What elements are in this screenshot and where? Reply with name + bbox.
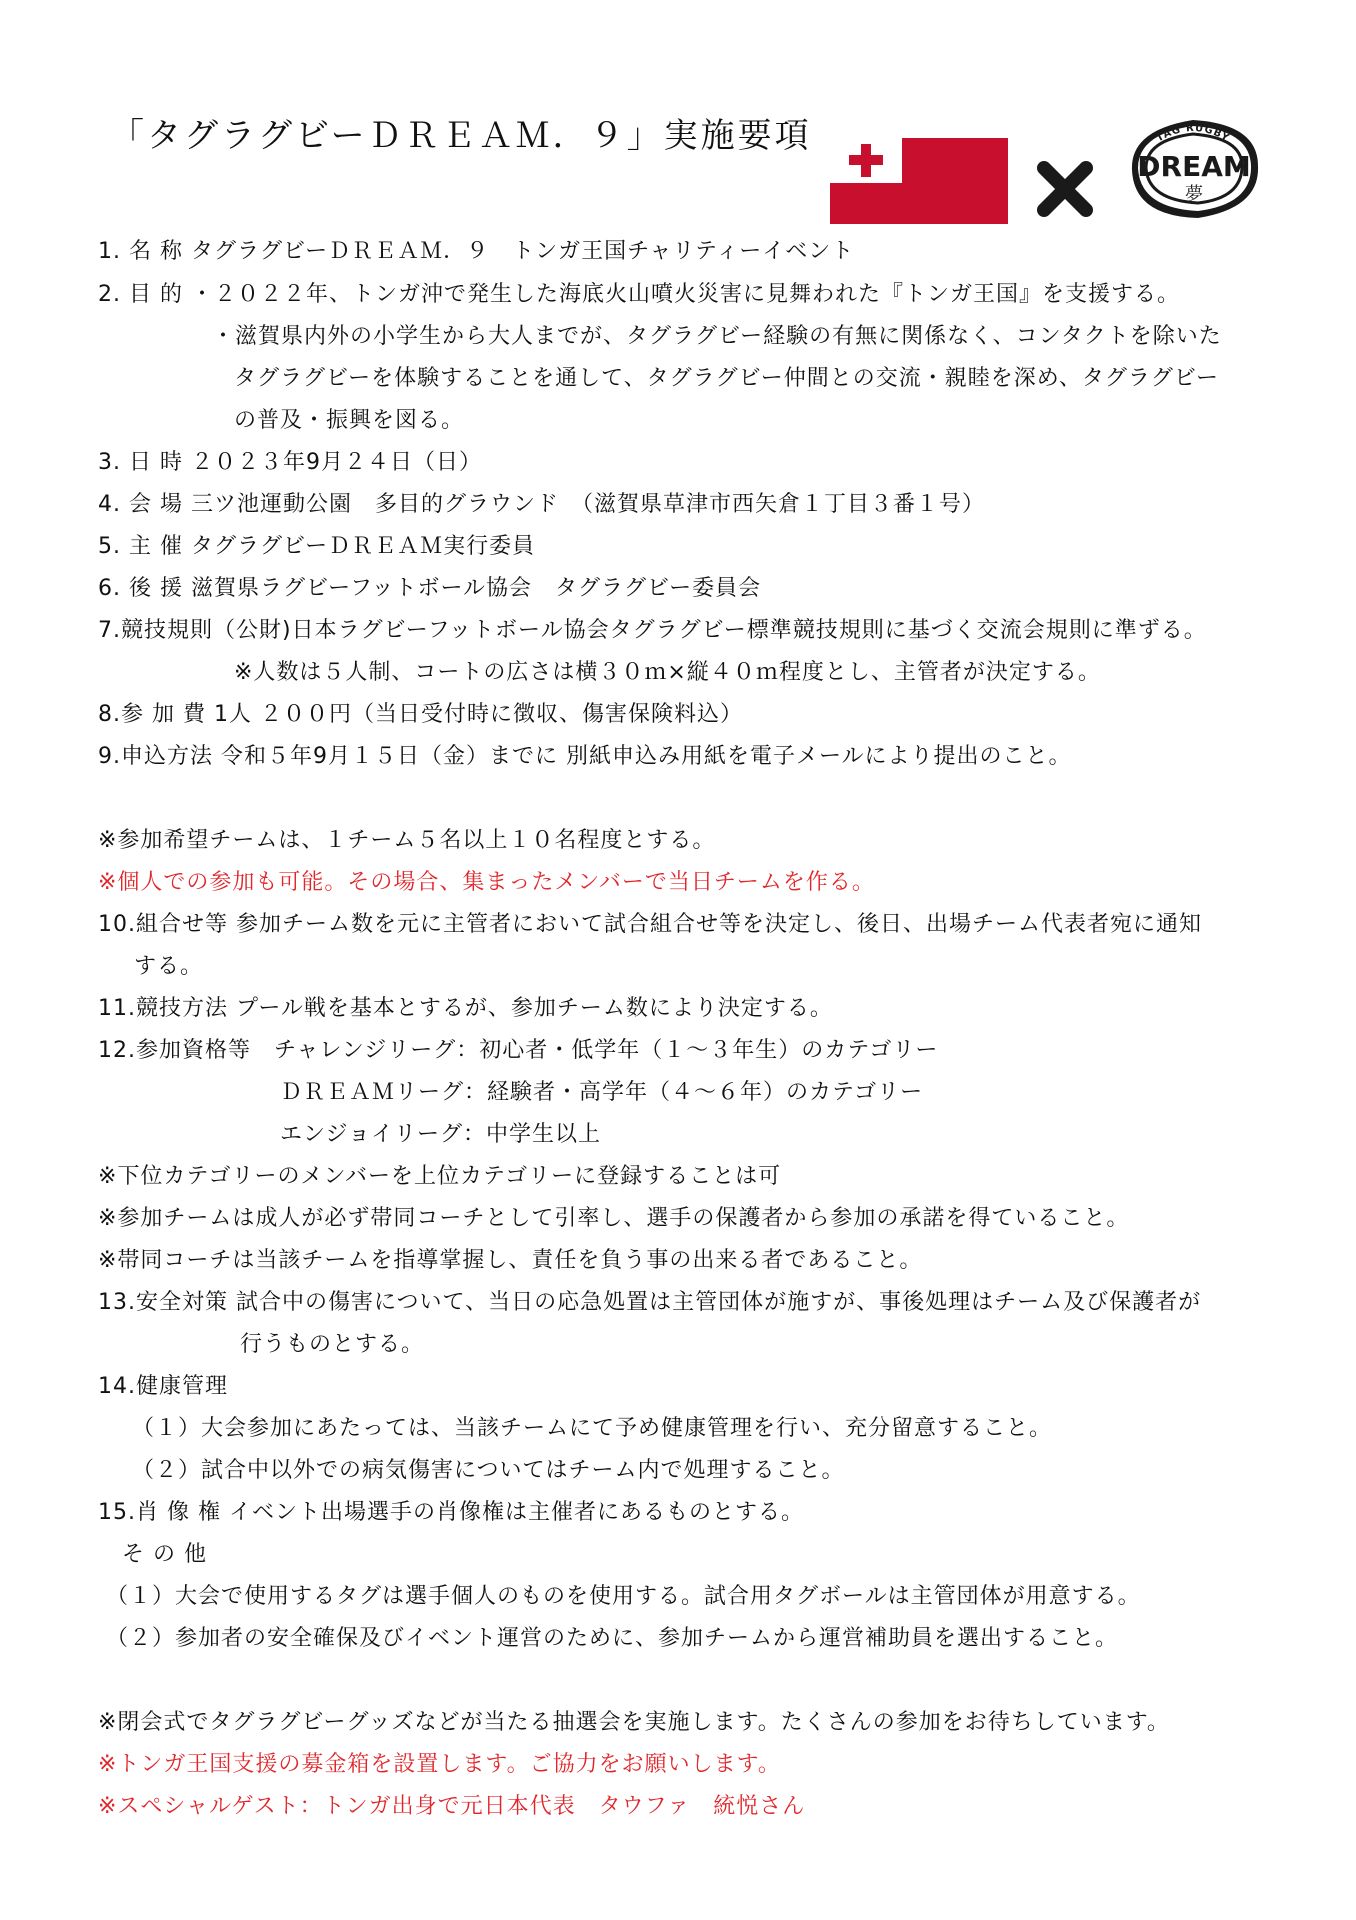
note-donation-box: ※トンガ王国支援の募金箱を設置します。ご協力をお願いします。 [98,1752,781,1777]
item-15-portrait-rights: 15.肖 像 権 イベント出場選手の肖像権は主催者にあるものとする。 [98,1500,804,1525]
item-2-purpose-line-2: ・滋賀県内外の小学生から大人までが、タグラグビー経験の有無に関係なく、コンタクトを除いた [212,324,1222,349]
item-1-name: 1. 名 称 タグラグビーＤＲＥＡＭ．９ トンガ王国チャリティーイベント [98,239,855,264]
item-3-datetime: 3. 日 時 ２０２３年9月２４日（日） [98,450,482,475]
item-6-support: 6. 後 援 滋賀県ラグビーフットボール協会 タグラグビー委員会 [98,576,762,601]
other-item-1: （１）大会で使用するタグは選手個人のものを使用する。試合用タグボールは主管団体が用意する。 [106,1584,1141,1609]
flag-cross-horizontal [849,155,883,165]
item-14-health-1: （１）大会参加にあたっては、当該チームにて予め健康管理を行い、充分留意すること。 [132,1416,1053,1441]
times-icon [1036,160,1094,218]
item-7-rules: 7.競技規則（公財)日本ラグビーフットボール協会タグラグビー標準競技規則に基づく交流会規則に準ずる。 [98,618,1207,643]
item-8-fee: 8.参 加 費 1人 ２００円（当日受付時に徴収、傷害保険料込） [98,702,743,727]
note-team-size: ※参加希望チームは、１チーム５名以上１０名程度とする。 [98,828,716,853]
logo-kanji: 夢 [1185,184,1203,205]
other-item-2: （２）参加者の安全確保及びイベント運営のために、参加チームから運営補助員を選出すること。 [106,1626,1119,1651]
note-individual-entry: ※個人での参加も可能。その場合、集まったメンバーで当日チームを作る。 [98,870,875,895]
item-4-venue: 4. 会 場 三ツ池運動公園 多目的グラウンド （滋賀県草津市西矢倉１丁目３番１号） [98,492,985,517]
item-13-safety-line-2: 行うものとする。 [240,1332,425,1357]
note-coach-responsibility: ※帯同コーチは当該チームを指導掌握し、責任を負う事の出来る者であること。 [98,1248,923,1273]
item-2-purpose-line-3: タグラグビーを体験することを通して、タグラグビー仲間との交流・親睦を深め、タグラグビー [234,366,1220,391]
item-2-purpose: 2. 目 的 ・２０２２年、トンガ沖で発生した海底火山噴火災害に見舞われた『トンガ王国』を支援する。 [98,282,1180,307]
note-special-guest: ※スペシャルゲスト：トンガ出身で元日本代表 タウファ 統悦さん [98,1794,806,1819]
item-11-format: 11.競技方法 プール戦を基本とするが、参加チーム数により決定する。 [98,996,833,1021]
note-coach-required: ※参加チームは成人が必ず帯同コーチとして引率し、選手の保護者から参加の承諾を得ていること。 [98,1206,1130,1231]
logo-arc-text: TAG RUGBY [1154,122,1232,145]
item-10-pairing: 10.組合せ等 参加チーム数を元に主管者において試合組合せ等を決定し、後日、出場チーム代表者宛に通知 [98,912,1202,937]
item-13-safety: 13.安全対策 試合中の傷害について、当日の応急処置は主管団体が施すが、事後処理はチーム及び保護者が [98,1290,1202,1315]
dream-logo [1118,108,1268,228]
item-12-enjoy-league: エンジョイリーグ：中学生以上 [280,1122,602,1147]
note-lottery: ※閉会式でタグラグビーグッズなどが当たる抽選会を実施します。たくさんの参加をお待ちしています。 [98,1710,1170,1735]
page-title: 「タグラグビーＤＲＥＡＭ．９」実施要項 [110,116,812,156]
item-9-application: 9.申込方法 令和５年9月１５日（金）までに 別紙申込み用紙を電子メールにより提出のこと。 [98,744,1072,769]
item-14-health-2: （２）試合中以外での病気傷害についてはチーム内で処理すること。 [132,1458,845,1483]
tonga-flag-icon [830,138,1008,224]
item-14-health: 14.健康管理 [98,1374,228,1399]
item-10-pairing-line-2: する。 [134,954,204,979]
item-12-eligibility: 12.参加資格等 チャレンジリーグ：初心者・低学年（１～３年生）のカテゴリー [98,1038,939,1063]
note-category: ※下位カテゴリーのメンバーを上位カテゴリーに登録することは可 [98,1164,782,1189]
item-12-dream-league: ＤＲＥＡＭリーグ：経験者・高学年（４～６年）のカテゴリー [280,1080,924,1105]
logo-text: DREAM [1137,150,1251,183]
item-7-rules-note: ※人数は５人制、コートの広さは横３０ｍ×縦４０ｍ程度とし、主管者が決定する。 [234,660,1101,685]
other-heading: そ の 他 [122,1542,207,1567]
item-2-purpose-line-4: の普及・振興を図る。 [234,408,465,433]
item-5-organizer: 5. 主 催 タグラグビーＤＲＥＡＭ実行委員 [98,534,536,559]
